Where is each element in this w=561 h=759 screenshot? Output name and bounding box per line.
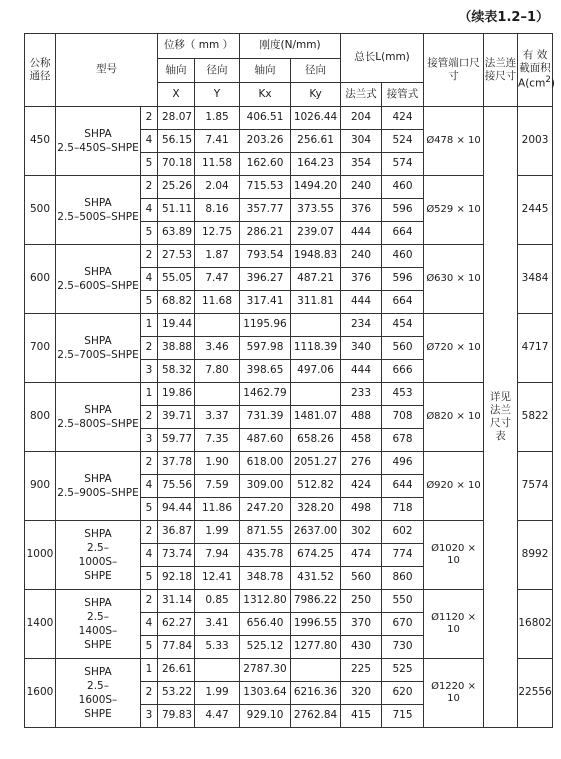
radial-stiffness [291,659,341,682]
nominal-diameter: 1600 [25,659,56,728]
radial-stiffness: 1026.44 [291,107,341,130]
length-pipe: 453 [382,383,424,406]
length-pipe: 574 [382,153,424,176]
effective-area: 3484 [518,245,553,314]
nominal-diameter: 700 [25,314,56,383]
radial-displacement: 11.86 [195,498,240,521]
header-radial-disp: 径向 [195,59,240,83]
model-name [56,452,141,521]
length-pipe: 454 [382,314,424,337]
radial-stiffness: 1494.20 [291,176,341,199]
radial-displacement: 1.99 [195,682,240,705]
pipe-end-size: Ø529 × 10 [424,176,484,245]
nominal-diameter: 800 [25,383,56,452]
length-flange: 458 [341,429,382,452]
axial-displacement: 62.27 [158,613,195,636]
nominal-diameter: 600 [25,245,56,314]
axial-displacement: 59.77 [158,429,195,452]
effective-area: 16802 [518,590,553,659]
model-name [56,659,141,728]
radial-stiffness: 497.06 [291,360,341,383]
axial-stiffness: 2787.30 [240,659,291,682]
pipe-end-size: Ø630 × 10 [424,245,484,314]
axial-displacement: 28.07 [158,107,195,130]
model-name [56,314,141,383]
length-pipe: 602 [382,521,424,544]
wave-count: 2 [141,337,158,360]
length-flange: 240 [341,176,382,199]
length-pipe: 664 [382,222,424,245]
length-pipe: 524 [382,130,424,153]
table-row [25,590,553,613]
length-flange: 444 [341,222,382,245]
axial-stiffness: 203.26 [240,130,291,153]
axial-stiffness: 357.77 [240,199,291,222]
axial-displacement: 27.53 [158,245,195,268]
length-pipe: 678 [382,429,424,452]
wave-count: 5 [141,636,158,659]
model-name [56,590,141,659]
nominal-diameter: 500 [25,176,56,245]
axial-stiffness: 597.98 [240,337,291,360]
wave-count: 2 [141,590,158,613]
radial-stiffness: 1277.80 [291,636,341,659]
model-name-line: SHPE [84,708,112,721]
header-pipe-end-size: 接管端口尺寸 [424,34,484,107]
radial-stiffness: 1481.07 [291,406,341,429]
radial-displacement: 3.41 [195,613,240,636]
radial-stiffness [291,314,341,337]
model-name-line: SHPA [84,596,112,609]
header-text: 公称通径 [29,56,51,82]
pipe-end-size: Ø1120 × 10 [424,590,484,659]
header-kx: Kx [240,83,291,107]
axial-stiffness: 871.55 [240,521,291,544]
header-pipe-type: 接管式 [382,83,424,107]
length-pipe: 670 [382,613,424,636]
length-flange: 304 [341,130,382,153]
wave-count: 5 [141,498,158,521]
length-flange: 444 [341,360,382,383]
header-flange-type: 法兰式 [341,83,382,107]
length-flange: 240 [341,245,382,268]
wave-count: 2 [141,406,158,429]
wave-count: 2 [141,682,158,705]
radial-displacement: 4.47 [195,705,240,728]
flange-note-line: 详见 [490,390,512,403]
header-y: Y [195,83,240,107]
header-area-unit: A(cm [518,77,546,90]
header-model: 型号 [56,34,158,107]
length-pipe: 708 [382,406,424,429]
radial-stiffness: 1118.39 [291,337,341,360]
wave-count: 1 [141,314,158,337]
wave-count: 5 [141,567,158,590]
axial-stiffness: 406.51 [240,107,291,130]
length-flange: 320 [341,682,382,705]
length-flange: 474 [341,544,382,567]
length-flange: 225 [341,659,382,682]
length-flange: 370 [341,613,382,636]
radial-stiffness: 487.21 [291,268,341,291]
flange-note-line: 表 [495,430,506,443]
pipe-end-size: Ø820 × 10 [424,383,484,452]
radial-stiffness: 658.26 [291,429,341,452]
nominal-diameter: 450 [25,107,56,176]
effective-area: 5822 [518,383,553,452]
radial-displacement: 1.87 [195,245,240,268]
model-name-line: 2.5–900S–SHPE [57,487,139,499]
axial-stiffness: 398.65 [240,360,291,383]
length-flange: 302 [341,521,382,544]
axial-displacement: 56.15 [158,130,195,153]
radial-stiffness: 674.25 [291,544,341,567]
model-name-line: 2.5–500S–SHPE [57,211,139,223]
radial-stiffness: 239.07 [291,222,341,245]
model-name-line: 2.5–450S–SHPE [57,142,139,154]
table-row [25,383,553,406]
radial-displacement: 8.16 [195,199,240,222]
axial-displacement: 73.74 [158,544,195,567]
header-axial-disp: 轴向 [158,59,195,83]
axial-stiffness: 618.00 [240,452,291,475]
radial-stiffness: 431.52 [291,567,341,590]
length-pipe: 550 [382,590,424,613]
table-row [25,176,553,199]
radial-stiffness: 328.20 [291,498,341,521]
radial-displacement: 0.85 [195,590,240,613]
table-row [25,107,553,130]
wave-count: 5 [141,291,158,314]
axial-displacement: 25.26 [158,176,195,199]
flange-note-line: 尺寸 [490,417,512,429]
axial-stiffness: 487.60 [240,429,291,452]
wave-count: 4 [141,544,158,567]
radial-stiffness: 164.23 [291,153,341,176]
nominal-diameter: 1400 [25,590,56,659]
model-name [56,383,141,452]
length-pipe: 596 [382,268,424,291]
radial-displacement: 7.47 [195,268,240,291]
header-axial-stiff: 轴向 [240,59,291,83]
header-total-length: 总长L(mm) [341,34,424,83]
model-name-line: SHPA [84,665,112,678]
axial-displacement: 58.32 [158,360,195,383]
axial-displacement: 63.89 [158,222,195,245]
table-row [25,452,553,475]
table-row [25,245,553,268]
header-stiffness: 刚度(N/mm) [240,34,341,59]
radial-displacement: 11.68 [195,291,240,314]
wave-count: 4 [141,268,158,291]
effective-area: 2445 [518,176,553,245]
axial-stiffness: 1303.64 [240,682,291,705]
axial-displacement: 19.44 [158,314,195,337]
table-body [25,107,553,728]
wave-count: 2 [141,452,158,475]
length-flange: 204 [341,107,382,130]
effective-area: 2003 [518,107,553,176]
wave-count: 1 [141,659,158,682]
model-name-line: SHPA [84,527,112,540]
axial-stiffness: 348.78 [240,567,291,590]
length-pipe: 496 [382,452,424,475]
model-name-line: SHPA [84,403,112,416]
model-name-line: 2.5–600S–SHPE [57,280,139,292]
table-caption: （续表1.2–1） [458,10,549,25]
radial-displacement: 12.41 [195,567,240,590]
header-effective-area [518,34,553,107]
wave-count: 4 [141,199,158,222]
axial-stiffness: 656.40 [240,613,291,636]
header-nominal-diameter [25,34,56,107]
radial-displacement [195,383,240,406]
length-pipe: 596 [382,199,424,222]
radial-stiffness [291,383,341,406]
axial-stiffness: 396.27 [240,268,291,291]
wave-count: 3 [141,360,158,383]
axial-stiffness: 286.21 [240,222,291,245]
nominal-diameter: 1000 [25,521,56,590]
length-pipe: 460 [382,176,424,199]
radial-displacement: 12.75 [195,222,240,245]
axial-stiffness: 162.60 [240,153,291,176]
length-flange: 498 [341,498,382,521]
model-name [56,521,141,590]
axial-stiffness: 1195.96 [240,314,291,337]
radial-stiffness: 1948.83 [291,245,341,268]
radial-stiffness: 6216.36 [291,682,341,705]
axial-stiffness: 793.54 [240,245,291,268]
length-flange: 376 [341,199,382,222]
table-row [25,659,553,682]
radial-displacement: 11.58 [195,153,240,176]
axial-displacement: 38.88 [158,337,195,360]
length-flange: 415 [341,705,382,728]
model-name-line: 1600S– [78,694,118,706]
axial-stiffness: 929.10 [240,705,291,728]
model-name-line: 2.5– [87,610,109,623]
header-radial-stiff: 径向 [291,59,341,83]
axial-displacement: 53.22 [158,682,195,705]
table-row [25,314,553,337]
length-flange: 354 [341,153,382,176]
axial-displacement: 79.83 [158,705,195,728]
radial-stiffness: 512.82 [291,475,341,498]
radial-displacement: 7.59 [195,475,240,498]
axial-stiffness: 731.39 [240,406,291,429]
header-displacement: 位移（ mm ） [158,34,240,59]
radial-stiffness: 1996.55 [291,613,341,636]
axial-displacement: 77.84 [158,636,195,659]
effective-area: 8992 [518,521,553,590]
axial-displacement: 68.82 [158,291,195,314]
axial-displacement: 37.78 [158,452,195,475]
axial-displacement: 75.56 [158,475,195,498]
radial-stiffness: 373.55 [291,199,341,222]
length-pipe: 644 [382,475,424,498]
radial-displacement [195,314,240,337]
radial-displacement: 7.94 [195,544,240,567]
radial-displacement: 5.33 [195,636,240,659]
pipe-end-size: Ø920 × 10 [424,452,484,521]
axial-displacement: 26.61 [158,659,195,682]
radial-stiffness: 2762.84 [291,705,341,728]
wave-count: 2 [141,176,158,199]
model-name-line: SHPA [84,127,112,140]
axial-stiffness: 247.20 [240,498,291,521]
axial-displacement: 19.86 [158,383,195,406]
length-flange: 376 [341,268,382,291]
length-pipe: 424 [382,107,424,130]
flange-size-note [484,107,518,728]
radial-stiffness: 7986.22 [291,590,341,613]
model-name [56,107,141,176]
effective-area: 7574 [518,452,553,521]
length-flange: 276 [341,452,382,475]
axial-displacement: 36.87 [158,521,195,544]
radial-displacement: 2.04 [195,176,240,199]
radial-displacement: 3.37 [195,406,240,429]
radial-displacement: 7.35 [195,429,240,452]
radial-displacement: 1.99 [195,521,240,544]
radial-stiffness: 311.81 [291,291,341,314]
length-pipe: 560 [382,337,424,360]
wave-count: 3 [141,429,158,452]
length-flange: 560 [341,567,382,590]
wave-count: 4 [141,130,158,153]
wave-count: 5 [141,222,158,245]
radial-stiffness: 2051.27 [291,452,341,475]
spec-table [24,33,553,728]
flange-note-line: 法兰 [490,403,512,416]
effective-area: 4717 [518,314,553,383]
header-flange-size: 法兰连接尺寸 [484,34,518,107]
wave-count: 1 [141,383,158,406]
length-pipe: 666 [382,360,424,383]
radial-displacement: 7.80 [195,360,240,383]
axial-displacement: 31.14 [158,590,195,613]
pipe-end-size: Ø478 × 10 [424,107,484,176]
axial-stiffness: 715.53 [240,176,291,199]
axial-stiffness: 317.41 [240,291,291,314]
radial-displacement: 3.46 [195,337,240,360]
length-flange: 233 [341,383,382,406]
length-pipe: 860 [382,567,424,590]
length-flange: 488 [341,406,382,429]
axial-stiffness: 309.00 [240,475,291,498]
axial-displacement: 55.05 [158,268,195,291]
model-name-line: 2.5–700S–SHPE [57,349,139,361]
model-name-line: 1000S– [78,556,118,568]
length-flange: 444 [341,291,382,314]
model-name-line: 2.5–800S–SHPE [57,418,139,430]
table-row [25,521,553,544]
axial-displacement: 70.18 [158,153,195,176]
pipe-end-size: Ø1220 × 10 [424,659,484,728]
header-area-close: ) [550,77,555,90]
length-pipe: 718 [382,498,424,521]
header-area-label: 有 效 截面积 [519,49,551,75]
model-name [56,245,141,314]
pipe-end-size: Ø1020 × 10 [424,521,484,590]
radial-stiffness: 256.61 [291,130,341,153]
wave-count: 2 [141,521,158,544]
length-flange: 430 [341,636,382,659]
wave-count: 4 [141,475,158,498]
model-name-line: SHPA [84,265,112,278]
header-x: X [158,83,195,107]
length-flange: 234 [341,314,382,337]
model-name-line: 2.5– [87,679,109,692]
axial-stiffness: 435.78 [240,544,291,567]
wave-count: 3 [141,705,158,728]
model-name-line: 1400S– [78,625,118,637]
pipe-end-size: Ø720 × 10 [424,314,484,383]
model-name-line: 2.5– [87,541,109,554]
length-flange: 424 [341,475,382,498]
length-pipe: 730 [382,636,424,659]
axial-stiffness: 525.12 [240,636,291,659]
radial-stiffness: 2637.00 [291,521,341,544]
model-name-line: SHPA [84,334,112,347]
length-pipe: 715 [382,705,424,728]
length-pipe: 664 [382,291,424,314]
length-pipe: 620 [382,682,424,705]
model-name-line: SHPE [84,639,112,652]
axial-displacement: 92.18 [158,567,195,590]
header-ky: Ky [291,83,341,107]
radial-displacement [195,659,240,682]
axial-stiffness: 1462.79 [240,383,291,406]
effective-area: 22556 [518,659,553,728]
axial-displacement: 94.44 [158,498,195,521]
length-pipe: 525 [382,659,424,682]
axial-displacement: 51.11 [158,199,195,222]
model-name-line: SHPA [84,472,112,485]
length-flange: 250 [341,590,382,613]
nominal-diameter: 900 [25,452,56,521]
radial-displacement: 1.90 [195,452,240,475]
axial-displacement: 39.71 [158,406,195,429]
wave-count: 4 [141,613,158,636]
wave-count: 2 [141,245,158,268]
radial-displacement: 7.41 [195,130,240,153]
model-name-line: SHPA [84,196,112,209]
radial-displacement: 1.85 [195,107,240,130]
length-flange: 340 [341,337,382,360]
axial-stiffness: 1312.80 [240,590,291,613]
model-name [56,176,141,245]
wave-count: 5 [141,153,158,176]
wave-count: 2 [141,107,158,130]
length-pipe: 460 [382,245,424,268]
model-name-line: SHPE [84,570,112,583]
length-pipe: 774 [382,544,424,567]
header-area-sup: 2 [545,75,551,86]
